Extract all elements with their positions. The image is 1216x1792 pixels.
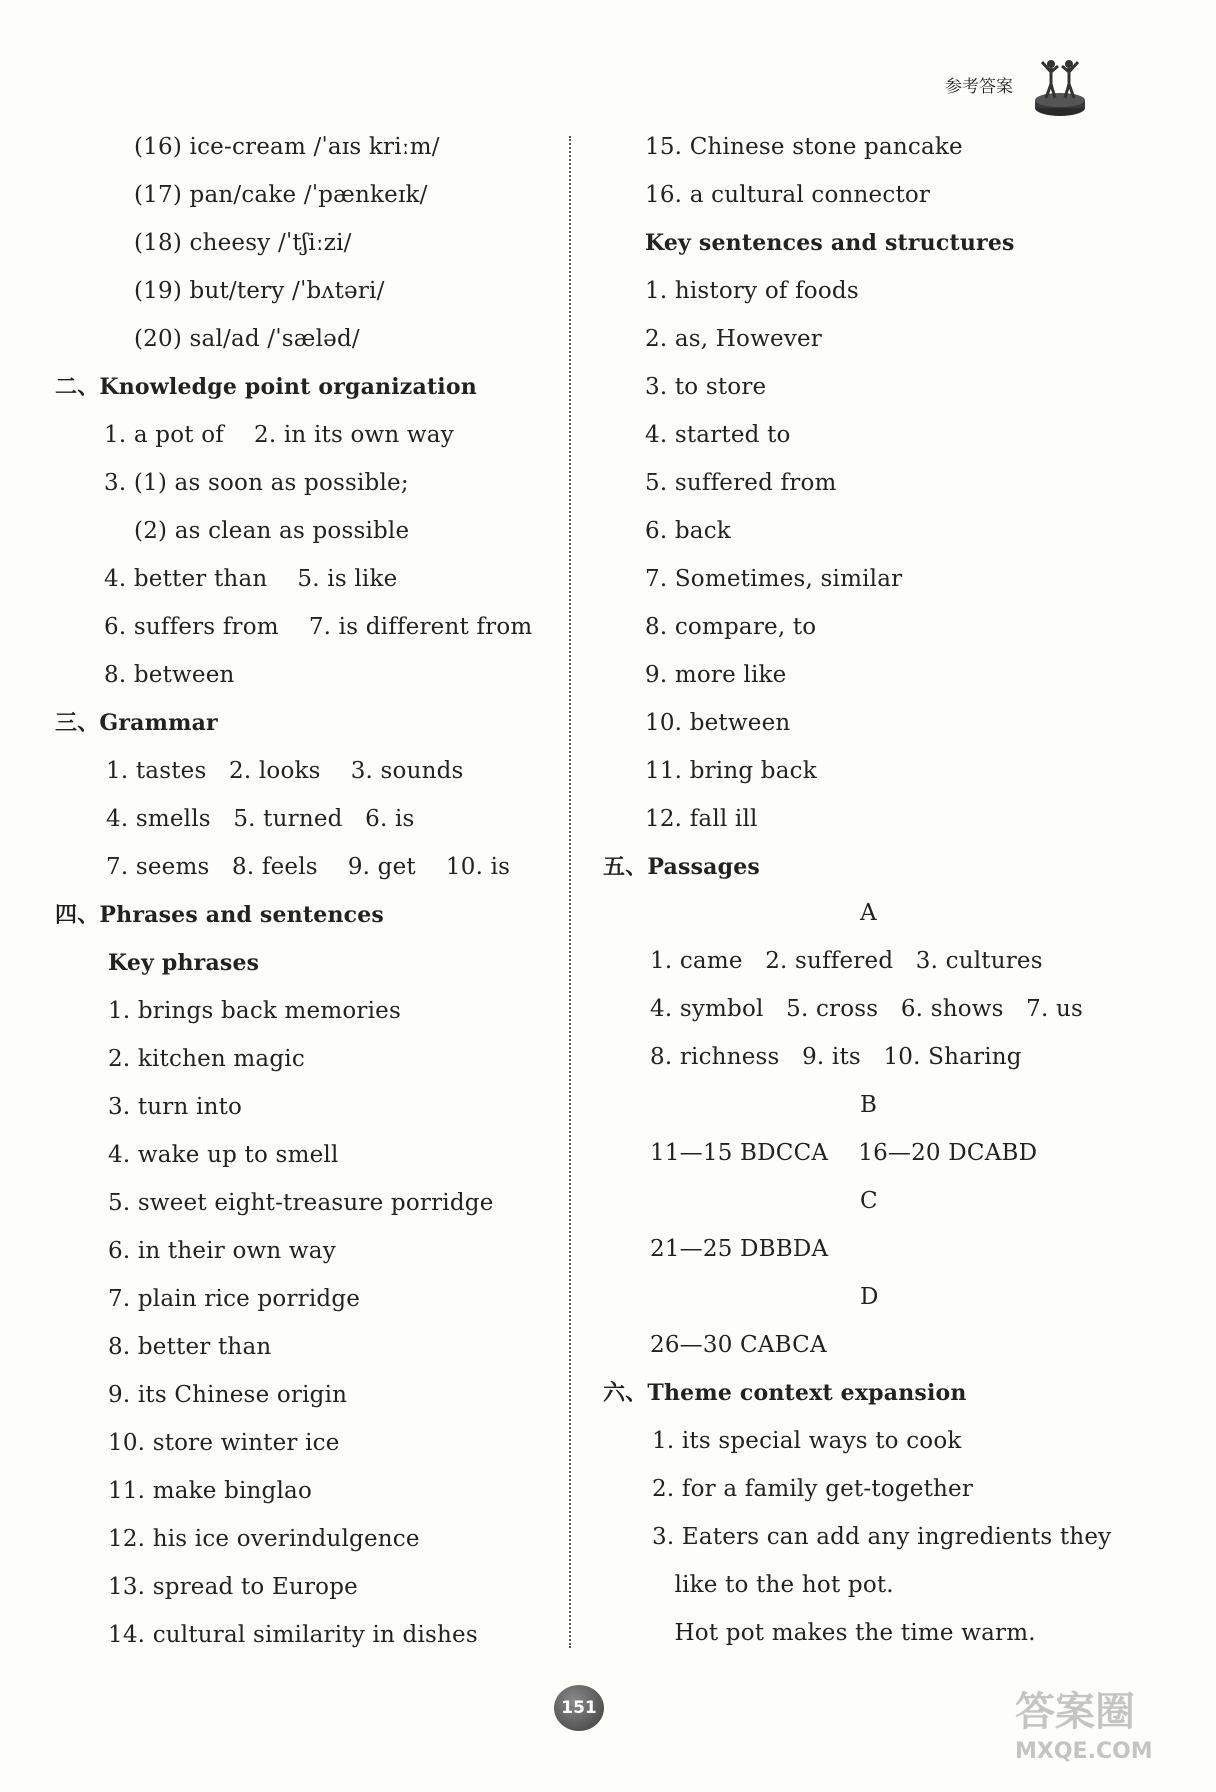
answer-line: 3. (1) as soon as possible; bbox=[104, 470, 409, 496]
sentence-item: 6. back bbox=[645, 518, 731, 544]
section-heading-knowledge: 二、Knowledge point organization bbox=[55, 374, 477, 400]
section-heading-theme: 六、Theme context expansion bbox=[603, 1380, 967, 1406]
answer-line: 1. a pot of 2. in its own way bbox=[104, 422, 454, 448]
pron-item: (19) but/tery /ˈbʌtəri/ bbox=[134, 278, 385, 304]
phrase-item: 7. plain rice porridge bbox=[108, 1286, 361, 1312]
watermark-logo bbox=[1015, 1680, 1153, 1764]
section-heading-phrases: 四、Phrases and sentences bbox=[55, 902, 385, 928]
sentence-item: 5. suffered from bbox=[645, 470, 837, 496]
passage-label-d: D bbox=[860, 1284, 879, 1310]
phrase-item: 2. kitchen magic bbox=[108, 1046, 305, 1072]
answer-line: 1. tastes 2. looks 3. sounds bbox=[106, 758, 464, 784]
answer-line: 4. symbol 5. cross 6. shows 7. us bbox=[650, 996, 1084, 1022]
phrase-item: 13. spread to Europe bbox=[108, 1574, 358, 1600]
passage-label-a: A bbox=[860, 900, 877, 926]
sentence-item: 9. more like bbox=[645, 662, 787, 688]
phrase-item: 16. a cultural connector bbox=[645, 182, 931, 208]
answer-line: like to the hot pot. bbox=[652, 1572, 894, 1598]
passage-label-b: B bbox=[860, 1092, 877, 1118]
subheading-key-phrases: Key phrases bbox=[108, 950, 260, 976]
sentence-item: 8. compare, to bbox=[645, 614, 817, 640]
answer-line: Hot pot makes the time warm. bbox=[652, 1620, 1036, 1646]
answer-line: 2. for a family get-together bbox=[652, 1476, 974, 1502]
passage-label-c: C bbox=[860, 1188, 878, 1214]
pron-item: (20) sal/ad /ˈsæləd/ bbox=[134, 326, 360, 352]
phrase-item: 9. its Chinese origin bbox=[108, 1382, 348, 1408]
section-heading-grammar: 三、Grammar bbox=[55, 710, 218, 736]
sentence-item: 2. as, However bbox=[645, 326, 822, 352]
subheading-key-sentences: Key sentences and structures bbox=[645, 230, 1015, 256]
pron-item: (17) pan/cake /ˈpænkeɪk/ bbox=[134, 182, 428, 208]
sentence-item: 11. bring back bbox=[645, 758, 817, 784]
answer-line: 8. between bbox=[104, 662, 235, 688]
watermark-url: MXQE.COM bbox=[1015, 1739, 1153, 1764]
phrase-item: 3. turn into bbox=[108, 1094, 243, 1120]
answer-line: 3. Eaters can add any ingredients they bbox=[652, 1524, 1112, 1550]
pron-item: (18) cheesy /ˈtʃiːzi/ bbox=[134, 230, 352, 256]
answer-line: 1. came 2. suffered 3. cultures bbox=[650, 948, 1043, 974]
sentence-item: 10. between bbox=[645, 710, 791, 736]
answer-line: 8. richness 9. its 10. Sharing bbox=[650, 1044, 1022, 1070]
sentence-item: 4. started to bbox=[645, 422, 791, 448]
phrase-item: 5. sweet eight-treasure porridge bbox=[108, 1190, 494, 1216]
phrase-item: 4. wake up to smell bbox=[108, 1142, 339, 1168]
figures-on-podium-icon bbox=[1034, 54, 1086, 118]
phrase-item: 8. better than bbox=[108, 1334, 272, 1360]
answer-line: 6. suffers from 7. is different from bbox=[104, 614, 533, 640]
sentence-item: 1. history of foods bbox=[645, 278, 859, 304]
answer-line: (2) as clean as possible bbox=[104, 518, 410, 544]
answer-line: 11—15 BDCCA 16—20 DCABD bbox=[650, 1140, 1038, 1166]
phrase-item: 10. store winter ice bbox=[108, 1430, 340, 1456]
phrase-item: 1. brings back memories bbox=[108, 998, 401, 1024]
phrase-item: 14. cultural similarity in dishes bbox=[108, 1622, 478, 1648]
phrase-item: 12. his ice overindulgence bbox=[108, 1526, 420, 1552]
sentence-item: 7. Sometimes, similar bbox=[645, 566, 903, 592]
header-tag: 参考答案 bbox=[945, 77, 1013, 97]
pron-item: (16) ice-cream /ˈaɪs kriːm/ bbox=[134, 134, 440, 160]
section-heading-passages: 五、Passages bbox=[603, 854, 760, 880]
sentence-item: 12. fall ill bbox=[645, 806, 758, 832]
answer-line: 26—30 CABCA bbox=[650, 1332, 827, 1358]
answer-line: 4. better than 5. is like bbox=[104, 566, 398, 592]
phrase-item: 15. Chinese stone pancake bbox=[645, 134, 963, 160]
page-number: 151 bbox=[554, 1685, 604, 1731]
column-divider bbox=[569, 136, 571, 1648]
phrase-item: 6. in their own way bbox=[108, 1238, 336, 1264]
phrase-item: 11. make binglao bbox=[108, 1478, 313, 1504]
answer-line: 1. its special ways to cook bbox=[652, 1428, 962, 1454]
watermark-text: 答案圈 bbox=[1015, 1689, 1135, 1735]
answer-line: 4. smells 5. turned 6. is bbox=[106, 806, 415, 832]
answer-line: 21—25 DBBDA bbox=[650, 1236, 829, 1262]
answer-line: 7. seems 8. feels 9. get 10. is bbox=[106, 854, 511, 880]
sentence-item: 3. to store bbox=[645, 374, 767, 400]
